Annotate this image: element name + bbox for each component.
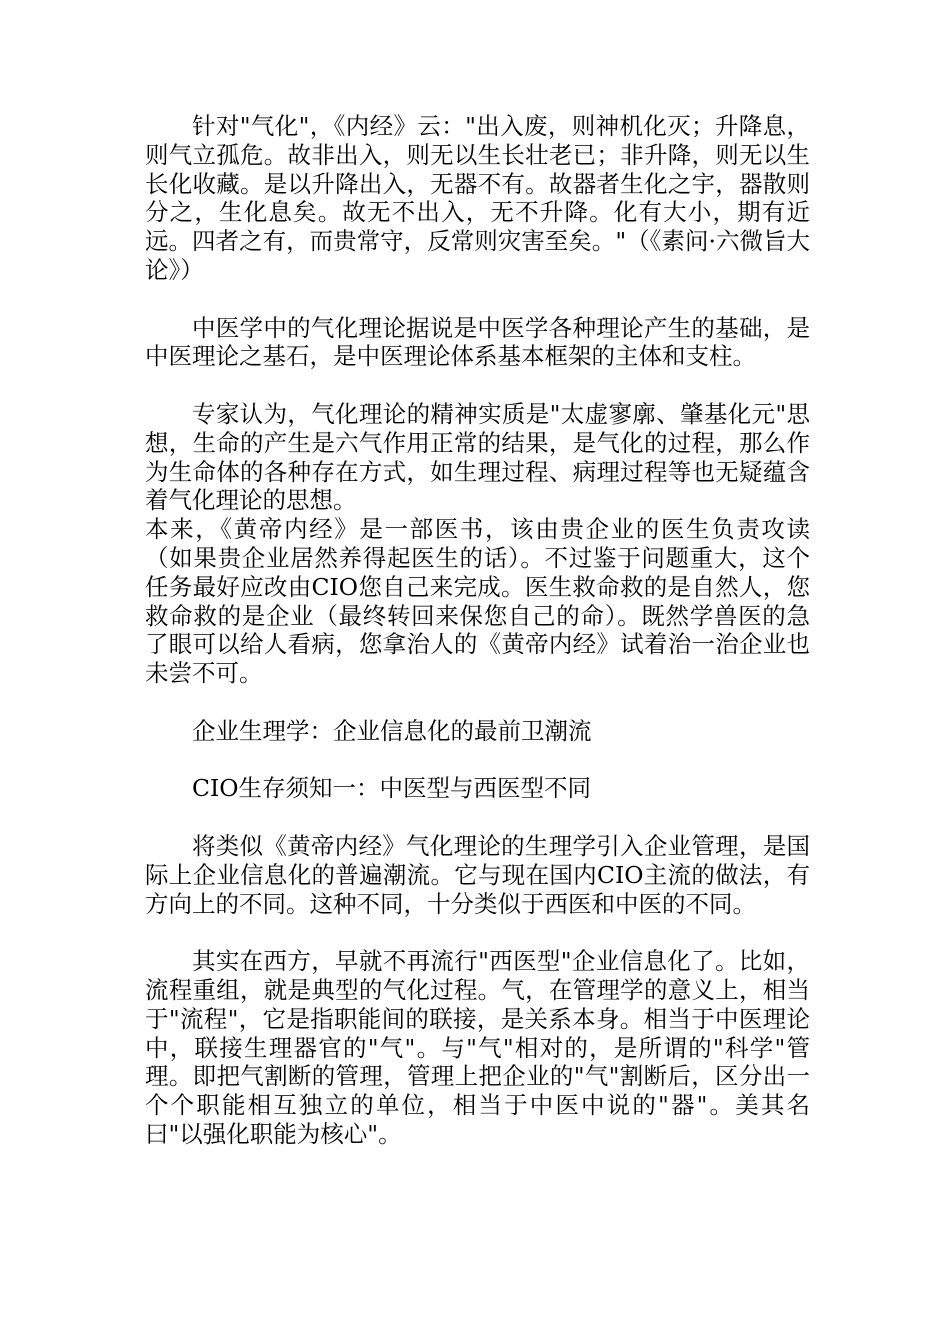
- paragraph-7: 将类似《黄帝内经》气化理论的生理学引入企业管理，是国际上企业信息化的普遍潮流。它与现在国内CIO主流的做法，有方向上的不同。这种不同，十分类似于西医和中医的不同。: [145, 831, 810, 918]
- section-heading-2: CIO生存须知一：中医型与西医型不同: [192, 774, 592, 803]
- document-body: [145, 112, 810, 1149]
- paragraph-8: 其实在西方，早就不再流行"西医型"企业信息化了。比如，流程重组，就是典型的气化过程。气，在管理学的意义上，相当于"流程"，它是指职能间的联接，是关系本身。相当于中医理论中，联接生理器官的"气"。与"气"相对的，是所谓的"科学"管理。即把气割断的管理，管理上把企业的"气"割断后，区分出一个个职能相互独立的单位，相当于中医中说的"器"。美其名曰"以强化职能为核心"。: [145, 947, 810, 1148]
- paragraph-3: 专家认为，气化理论的精神实质是"太虚寥廓、肇基化元"思想，生命的产生是六气作用正常的结果，是气化的过程，那么作为生命体的各种存在方式，如生理过程、病理过程等也无疑蕴含着气化理论的思想。: [145, 399, 810, 515]
- paragraph-2: 中医学中的气化理论据说是中医学各种理论产生的基础，是中医理论之基石，是中医理论体系基本框架的主体和支柱。: [145, 313, 810, 371]
- section-heading-1: 企业生理学：企业信息化的最前卫潮流: [192, 716, 592, 745]
- paragraph-4: 本来，《黄帝内经》是一部医书，该由贵企业的医生负责攻读（如果贵企业居然养得起医生的话）。不过鉴于问题重大，这个任务最好应改由CIO您自己来完成。医生救命救的是自然人，您救命救的是企业（最终转回来保您自己的命）。既然学兽医的急了眼可以给人看病，您拿治人的《黄帝内经》试着治一治企业也未尝不可。: [145, 515, 810, 688]
- paragraph-1: 针对"气化"，《内经》云："出入废，则神机化灭；升降息，则气立孤危。故非出入，则无以生长壮老已；非升降，则无以生长化收藏。是以升降出入，无器不有。故器者生化之宇，器散则分之，生化息矣。故无不出入，无不升降。化有大小，期有近远。四者之有，而贵常守，反常则灾害至矣。"（《素问·六微旨大论》）: [145, 112, 810, 284]
